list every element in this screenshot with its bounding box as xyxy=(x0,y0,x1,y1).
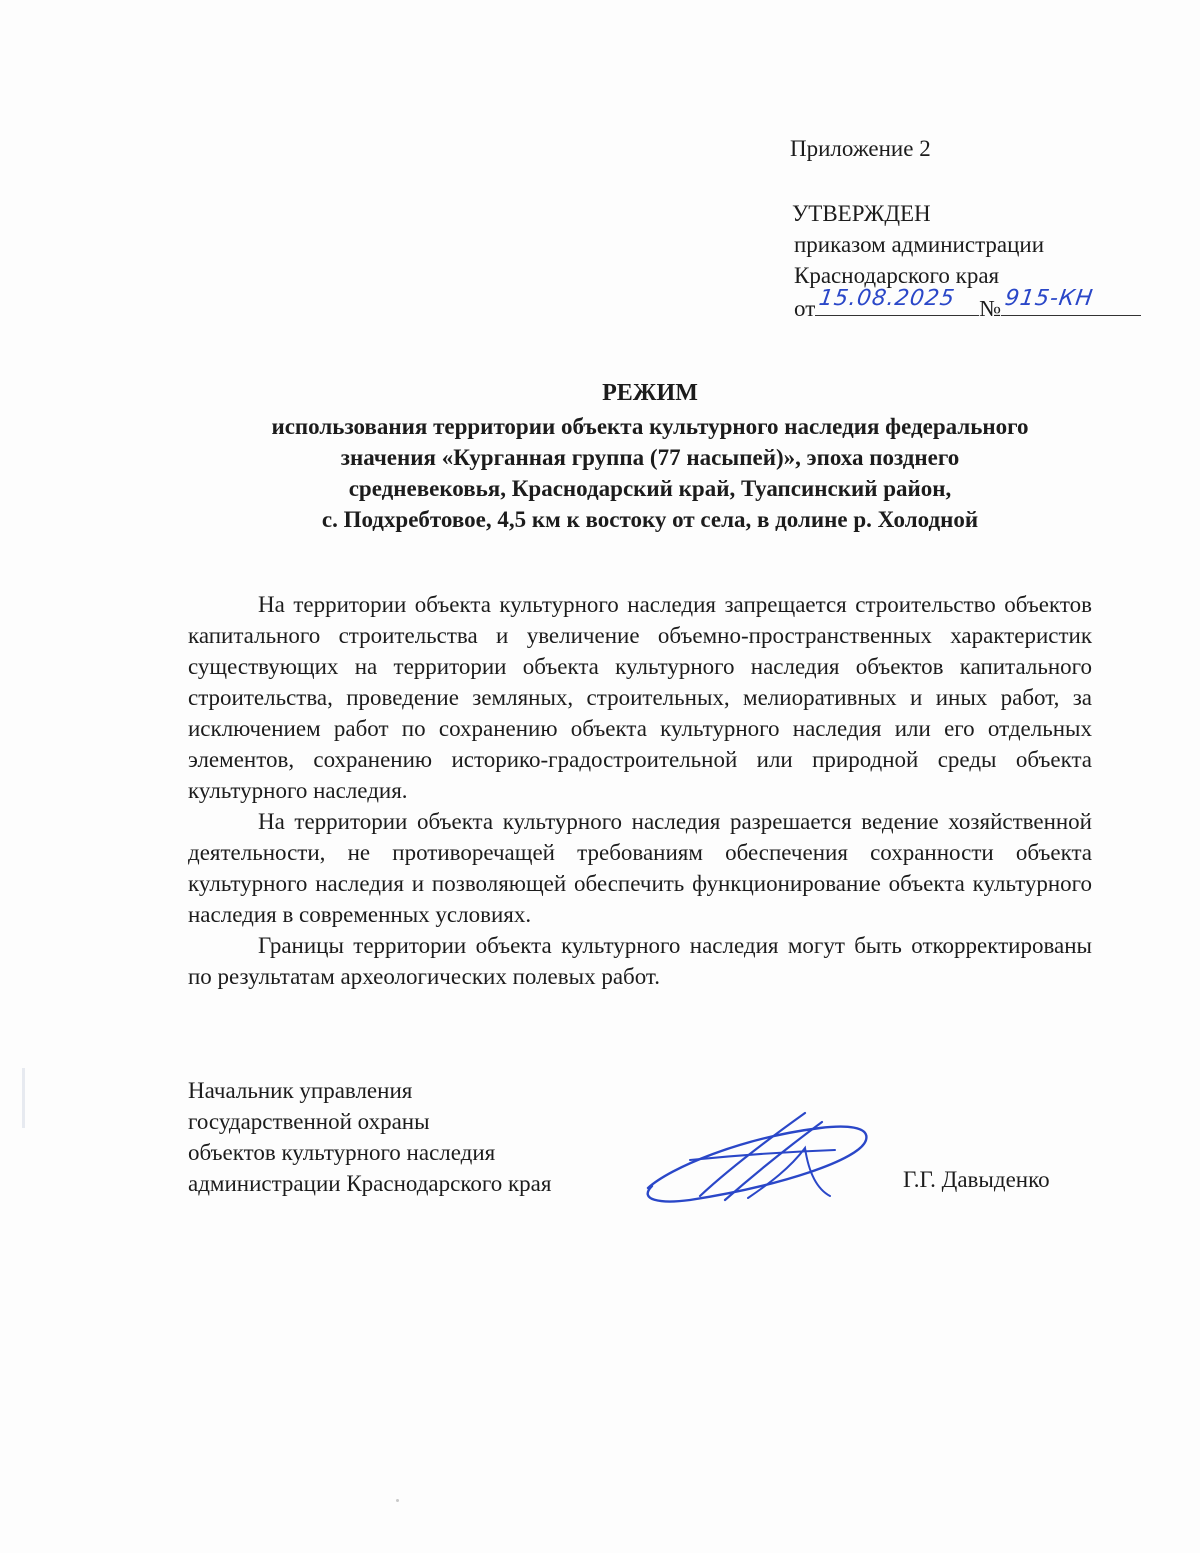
title-line: значения «Курганная группа (77 насыпей)», эпоха позднего xyxy=(340,445,960,470)
title-heading: РЕЖИМ xyxy=(602,380,698,406)
scan-dot xyxy=(396,1499,399,1502)
position-line: администрации Краснодарского края xyxy=(188,1171,552,1196)
approval-line-1: приказом администрации xyxy=(794,232,1045,257)
paragraph-permissions: На территории объекта культурного наследия разрешается ведение хозяйственной деятельности, не противоречащей требованиям обеспечения сохранности объекта культурного наследия и позволяющей обеспечить функционирование объекта культурного наследия в современных условиях. xyxy=(188,809,1092,927)
number-prefix: № xyxy=(979,296,1002,321)
title-line: использования территории объекта культурного наследия федерального xyxy=(271,414,1029,439)
title-line: средневековья, Краснодарский край, Туапсинский район, xyxy=(348,476,952,501)
paragraph-prohibitions: На территории объекта культурного наследия запрещается строительство объектов капитального строительства и увеличение объемно-пространственных характеристик существующих на территории объекта культурного наследия объектов капитального строительства, проведение земляных, строительных, мелиоративных и иных работ, за исключением работ по сохранению объекта культурного наследия или его отдельных элементов, сохранению историко-градостроительной или природной среды объекта культурного наследия. xyxy=(188,592,1092,803)
document-title xyxy=(190,378,1110,535)
approval-line-2: Краснодарского края xyxy=(794,263,1000,288)
signatory-name: Г.Г. Давыденко xyxy=(903,1167,1050,1192)
paragraph-boundaries: Границы территории объекта культурного наследия могут быть откорректированы по результатам археологических полевых работ. xyxy=(188,933,1092,989)
approval-title: УТВЕРЖДЕН xyxy=(792,201,931,226)
number-field xyxy=(1001,286,1141,316)
signatory-position xyxy=(188,1075,551,1199)
date-field xyxy=(815,286,979,316)
handwritten-date: 15.08.2025 xyxy=(817,286,957,311)
approval-stamp xyxy=(792,198,1141,324)
approval-date-number-line xyxy=(794,286,1141,324)
position-line: государственной охраны xyxy=(188,1109,430,1134)
handwritten-signature xyxy=(630,1108,890,1218)
title-line: с. Подхребтовое, 4,5 км к востоку от села, в долине р. Холодной xyxy=(321,507,979,532)
position-line: объектов культурного наследия xyxy=(188,1140,496,1165)
handwritten-number: 915-КН xyxy=(1003,286,1096,311)
position-line: Начальник управления xyxy=(188,1078,413,1103)
scan-artifact xyxy=(22,1068,25,1128)
body-text xyxy=(188,589,1092,992)
date-prefix: от xyxy=(794,296,816,321)
appendix-label: Приложение 2 xyxy=(790,136,931,161)
